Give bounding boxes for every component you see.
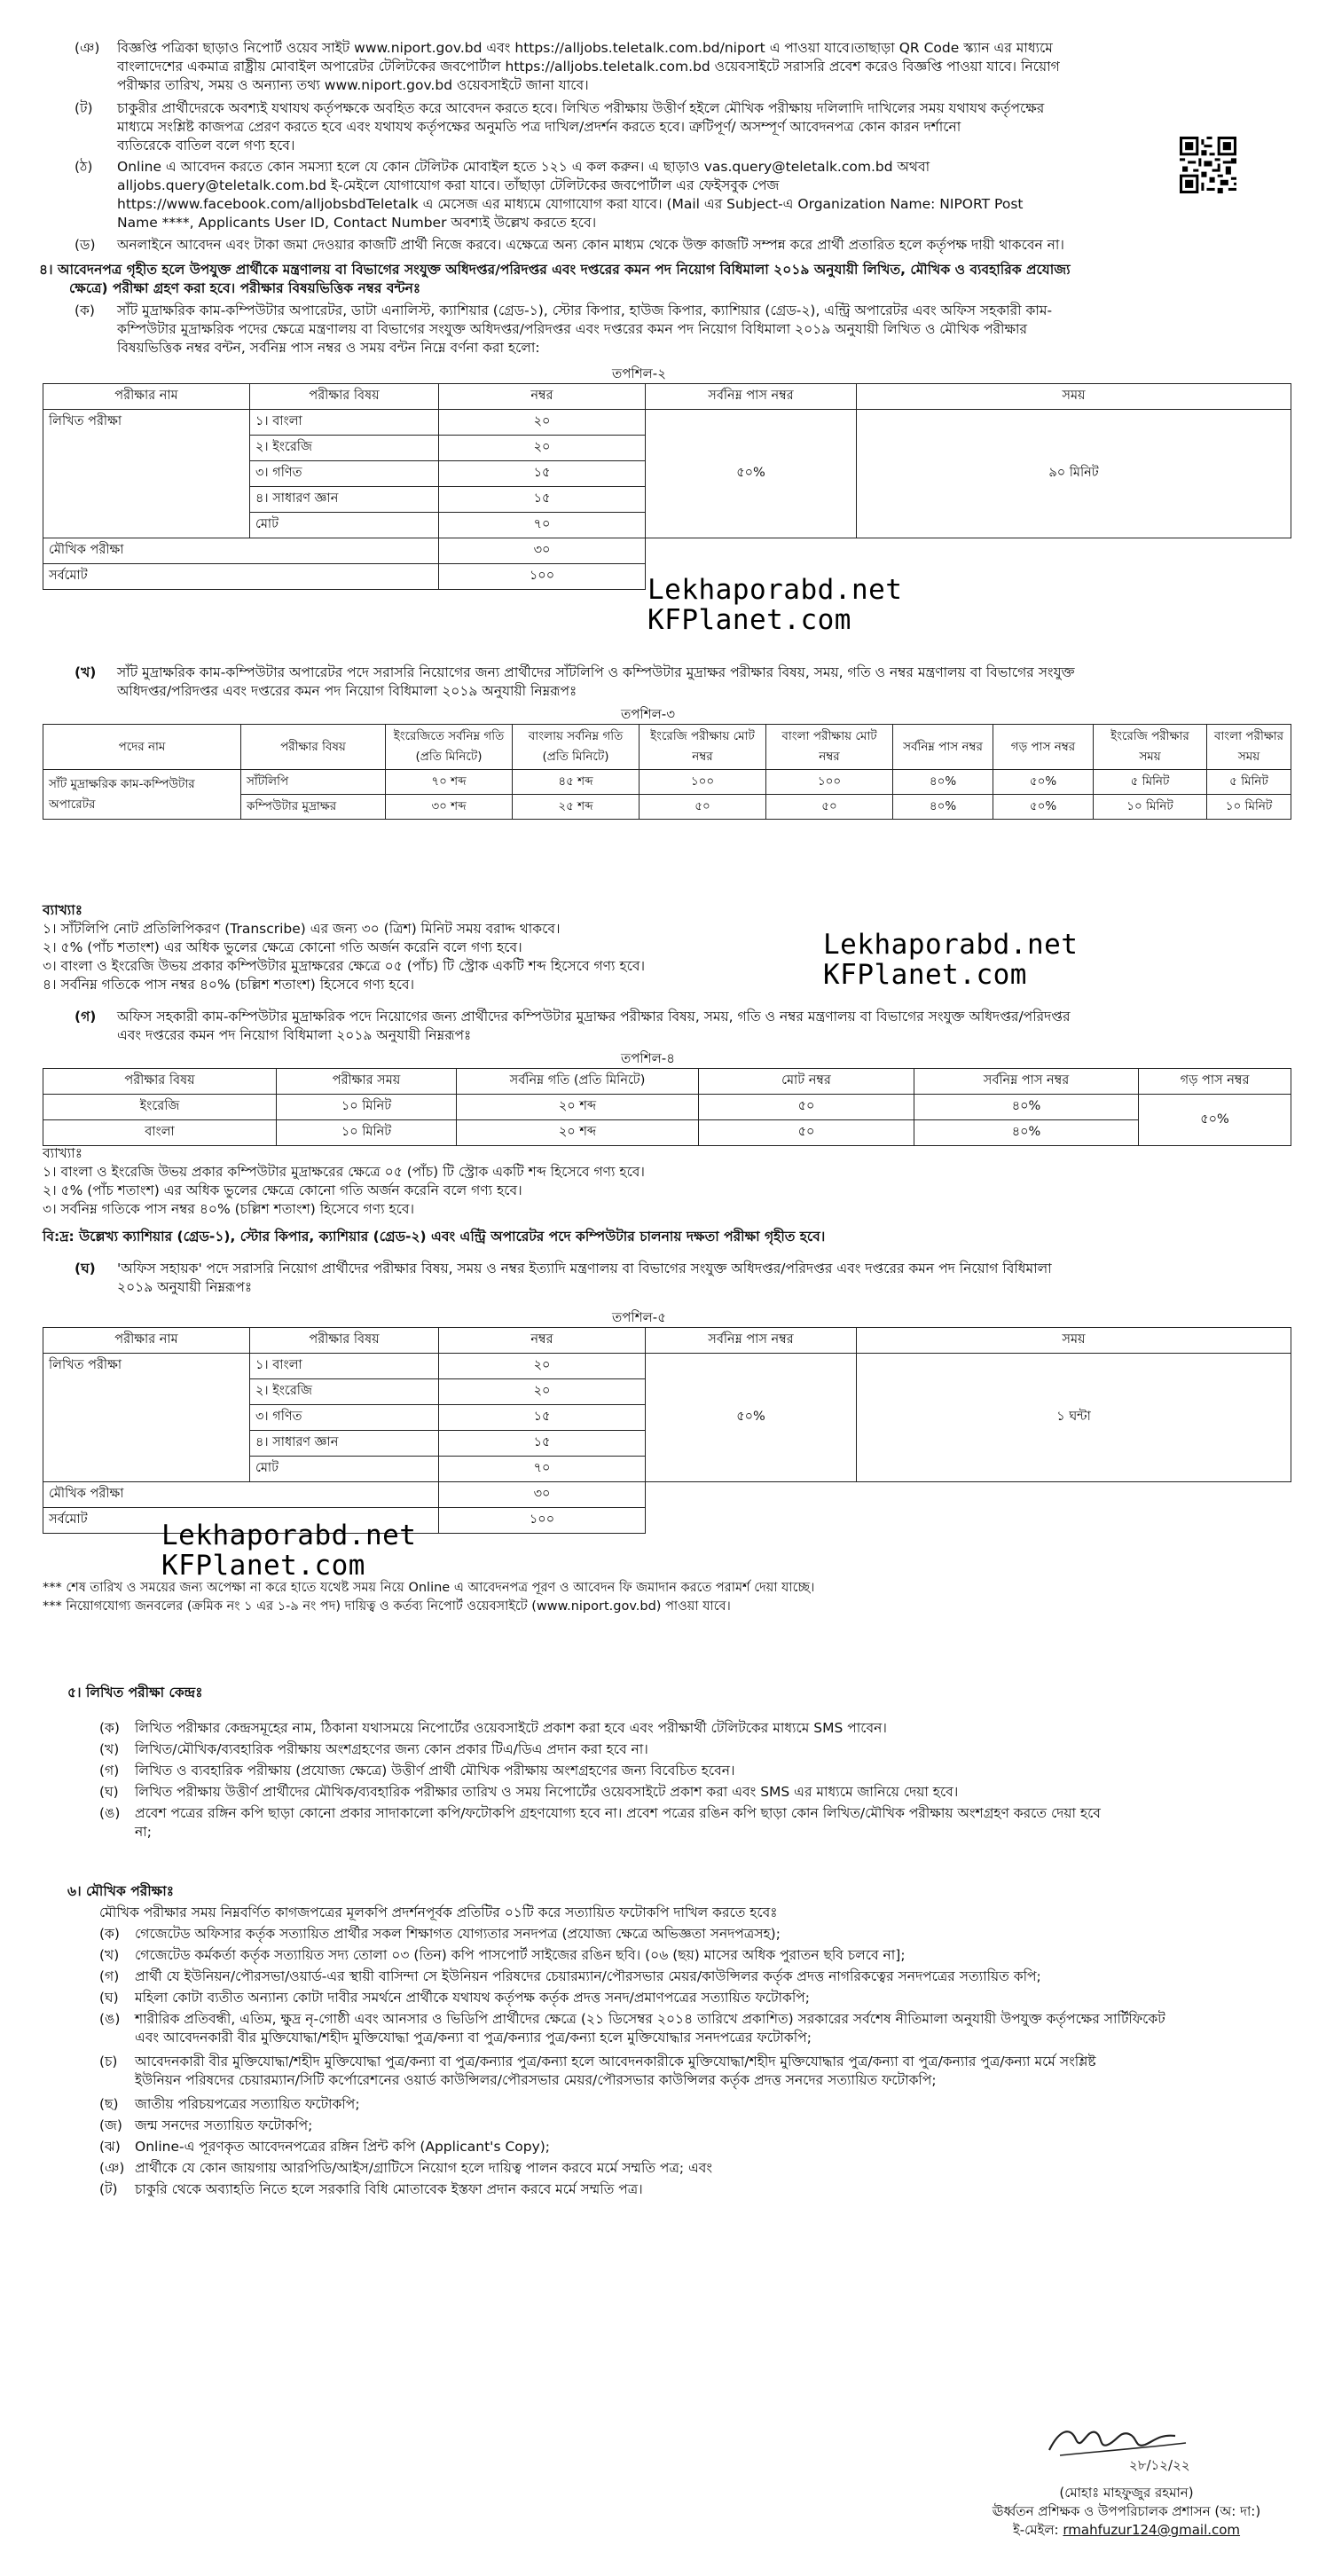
table-cell: ৩০ (439, 538, 646, 564)
table-2 (43, 383, 1291, 590)
header-cell: পরীক্ষার বিষয় (43, 1069, 277, 1095)
list-item (99, 2095, 1297, 2117)
table-cell: ১০ মিনিট (277, 1120, 457, 1146)
table-cell: ১ ঘন্টা (857, 1354, 1291, 1482)
item-text: জন্ম সনদের সত্যায়িত ফটোকপি; (135, 2117, 313, 2133)
table-cell: ৫০ (699, 1095, 914, 1120)
item-marker: (ঘ) (99, 1784, 119, 1800)
table-cell: ২০ (439, 410, 646, 436)
table-cell: ৪০% (914, 1095, 1139, 1120)
table-row (43, 1482, 1291, 1508)
table-cell: ১৫ (439, 1431, 646, 1457)
item-text: লিখিত ও ব্যবহারিক পরীক্ষায় (প্রযোজ্য ক্ষেত্রে) উত্তীর্ণ প্রার্থী মৌখিক পরীক্ষায় অংশগ্রহণের জন্য বিবেচিত হবেন। (135, 1763, 735, 1779)
text-line: বিষয়ভিত্তিক নম্বর বন্টন, সর্বনিম্ন পাস নম্বর ও সময় বন্টন নিম্নে বর্ণনা করা হলো: (117, 340, 540, 356)
header-cell: নম্বর (439, 384, 646, 410)
watermark (161, 1520, 416, 1581)
list-item (99, 2053, 1297, 2095)
signatory-block (931, 2484, 1322, 2540)
text-line: ব্যতিরেকে বাতিল বলে গণ্য হবে। (117, 137, 295, 153)
table-row (43, 538, 1291, 564)
text-line: https://www.facebook.com/alljobsbdTeletalk এ মেসেজ এর মাধ্যমে যোগাযোগ করা যাবে। (Mail এর Subject-এ Organization Name: NIPORT Post (117, 196, 1024, 212)
item-marker: (ঙ) (99, 2011, 121, 2027)
table-caption: তপশিল-৩ (621, 706, 675, 722)
item-text: জাতীয় পরিচয়পত্রের সত্যায়িত ফটোকপি; (135, 2096, 360, 2112)
watermark (647, 575, 902, 635)
header-cell: সর্বনিম্ন পাস নম্বর (646, 1328, 857, 1354)
header-cell: পরীক্ষার বিষয় (250, 384, 439, 410)
section-6-list (99, 1925, 1297, 2202)
signature-image (1042, 2413, 1193, 2475)
table-cell: ১০০ (439, 1508, 646, 1534)
list-item (99, 1804, 1297, 1847)
header-cell: ইংরেজিতে সর্বনিম্ন গতি (প্রতি মিনিটে) (386, 725, 513, 770)
watermark-line: Lekhaporabd.net (647, 574, 903, 606)
item-marker: (ঞ) (75, 40, 100, 56)
item-marker: (চ) (99, 2054, 118, 2069)
table-5 (43, 1327, 1291, 1534)
table-cell: ৫০% (993, 770, 1094, 795)
email-label: ই-মেইল: (1012, 2522, 1059, 2538)
item-marker: (ক) (99, 1926, 120, 1942)
header-cell: গড় পাস নম্বর (993, 725, 1094, 770)
note-line: ১। সাঁটলিপি নোট প্রতিলিপিকরণ (Transcribe) এর জন্য ৩০ (ত্রিশ) মিনিট সময় বরাদ্দ থাকবে। (43, 921, 561, 937)
item-marker: (ছ) (99, 2096, 119, 2112)
list-item (99, 1783, 1297, 1804)
header-cell: বাংলা পরীক্ষায় মোট নম্বর (766, 725, 893, 770)
item-text: লিখিত/মৌখিক/ব্যবহারিক পরীক্ষায় অংশগ্রহণের জন্য কোন প্রকার টিএ/ডিএ প্রদান করা হবে না। (135, 1741, 648, 1757)
watermark-line: KFPlanet.com (161, 1550, 365, 1582)
table-cell: ৩০ (439, 1482, 646, 1508)
table-4 (43, 1068, 1291, 1146)
table-header-row (43, 384, 1291, 410)
table-cell: ৭০ (439, 513, 646, 538)
text-line: ২০১৯ অনুযায়ী নিম্নরূপঃ (117, 1279, 253, 1295)
item-marker: (ঞ) (99, 2160, 125, 2176)
table-cell: ২। ইংরেজি (250, 436, 439, 461)
table-cell: ইংরেজি (43, 1095, 277, 1120)
signatory-name: (মোহাঃ মাহফুজুর রহমান) (1059, 2485, 1194, 2501)
table-3 (43, 724, 1291, 820)
text-line: Online এ আবেদন করতে কোন সমস্যা হলে যে কোন টেলিটক মোবাইল হতে ১২১ এ কল করুন। এ ছাড়াও vas.query@teletalk.com.bd অথবা (117, 159, 930, 175)
table-cell: ২০ (439, 1379, 646, 1405)
table-cell: ৩০ শব্দ (386, 795, 513, 820)
item-marker: (জ) (99, 2117, 122, 2133)
table-cell: মৌখিক পরীক্ষা (43, 538, 439, 564)
list-item (99, 2138, 1297, 2159)
table-cell: ৫০% (993, 795, 1094, 820)
text-line: ক্ষেত্রে) পরীক্ষা গ্রহণ করা হবে। পরীক্ষার বিষয়ভিত্তিক নম্বর বন্টনঃ (69, 280, 421, 296)
item-marker: (ট) (75, 100, 93, 116)
header-cell: পরীক্ষার সময় (277, 1069, 457, 1095)
item-text: চাকুরি থেকে অব্যাহতি নিতে হলে সরকারি বিধি মোতাবেক ইস্তফা প্রদান করবে মর্মে সম্মতি পত্র। (135, 2181, 643, 2197)
table-cell: ৪। সাধারণ জ্ঞান (250, 1431, 439, 1457)
text-line: চাকুরীর প্রার্থীদেরকে অবশ্যই যথাযথ কর্তৃপক্ষকে অবহিত করে আবেদন করতে হবে। লিখিত পরীক্ষায় উত্তীর্ণ হইলে মৌখিক পরীক্ষায় দলিলাদি দাখিলের সময় যথাযথ কর্তৃপক্ষের (117, 100, 1045, 116)
email-link[interactable]: rmahfuzur124@gmail.com (1063, 2522, 1241, 2538)
list-item (99, 1925, 1297, 1946)
text-line: বাংলাদেশের একমাত্র রাষ্ট্রীয় মোবাইল অপারেটর টেলিটকের জবপোর্টাল https://alljobs.teletalk.com.bd ওয়েবসাইটে সরাসরি প্রবেশ করেও বিজ্ঞপ্তি পাওয়া যাবে। নিয়োগ (117, 59, 1060, 75)
table-cell: ২। ইংরেজি (250, 1379, 439, 1405)
table-cell: ২০ শব্দ (457, 1095, 699, 1120)
item-marker: (ক) (75, 302, 95, 318)
table-cell: ১০ মিনিট (1207, 795, 1291, 820)
item-marker: (খ) (99, 1741, 120, 1757)
table-row (43, 1354, 1291, 1379)
section-5-heading: ৫। লিখিত পরীক্ষা কেন্দ্রঃ (67, 1685, 203, 1700)
header-cell: মোট নম্বর (699, 1069, 914, 1095)
table-cell: ৫ মিনিট (1207, 770, 1291, 795)
item-marker: (ঘ) (99, 1990, 119, 2006)
section-5-list (99, 1719, 1297, 1847)
table-cell: ৫০% (1139, 1095, 1291, 1146)
item-text: প্রার্থী যে ইউনিয়ন/পৌরসভা/ওয়ার্ড-এর স্থায়ী বাসিন্দা সে ইউনিয়ন পরিষদের চেয়ারম্যান/পৌরসভার মেয়র/কাউন্সিলর কর্তৃক প্রদত্ত নাগরিকত্বের সনদপত্রের সত্যায়িত কপি; (135, 1968, 1041, 1984)
table-cell: ৫ মিনিট (1094, 770, 1207, 795)
item-marker: (ঠ) (75, 159, 93, 175)
table-cell: ৪৫ শব্দ (513, 770, 640, 795)
signature-date: ২৮/১২/২২ (1129, 2457, 1190, 2473)
watermark-line: KFPlanet.com (647, 604, 851, 636)
item-text: Online-এ পূরণকৃত আবেদনপত্রের রঙ্গিন প্রিন্ট কপি (Applicant's Copy); (135, 2139, 551, 2155)
table-cell: সর্বমোট (43, 1508, 439, 1534)
note-line: ৪। সর্বনিম্ন গতিকে পাস নম্বর ৪০% (চল্লিশ শতাংশ) হিসেবে গণ্য হবে। (43, 977, 415, 993)
text-line: alljobs.query@teletalk.com.bd ই-মেইলে যোগাযোগ করা যাবে। তাঁছাড়া টেলিটকের জবপোর্টাল এর ফেইসবুক পেজ (117, 177, 780, 193)
table-cell: ১৫ (439, 1405, 646, 1431)
text-line: সাঁট মুদ্রাক্ষরিক কাম-কম্পিউটার অপারেটর পদে সরাসরি নিয়োগের জন্য প্রার্থীদের সাঁটলিপি ও কম্পিউটার মুদ্রাক্ষর পরীক্ষার বিষয়, সময়, গতি ও নম্বর মন্ত্রণালয় বা বিভাগের সংযুক্ত (117, 664, 1075, 680)
header-cell: পরীক্ষার বিষয় (250, 1328, 439, 1354)
header-cell: সর্বনিম্ন পাস নম্বর (646, 384, 857, 410)
item-text: মহিলা কোটা ব্যতীত অন্যান্য কোটা দাবীর সমর্থনে প্রার্থীকে যথাযথ কর্তৃপক্ষ কর্তৃক প্রদত্ত সনদ/প্রমাণপত্রের সত্যায়িত ফটোকপি; (135, 1990, 811, 2006)
table-cell: কম্পিউটার মুদ্রাক্ষর (241, 795, 386, 820)
note-title: ব্যাখ্যাঃ (43, 902, 83, 918)
header-cell: বাংলায় সর্বনিম্ন গতি (প্রতি মিনিটে) (513, 725, 640, 770)
table-cell: ১০ মিনিট (277, 1095, 457, 1120)
note-title: ব্যাখ্যাঃ (43, 1145, 83, 1161)
item-marker: (ট) (99, 2181, 118, 2197)
table-header-row (43, 1069, 1291, 1095)
list-item (99, 2010, 1297, 2053)
table-row (43, 770, 1291, 795)
table-cell: ৫০ (640, 795, 766, 820)
section-4-heading (39, 261, 1299, 298)
text-line: বিজ্ঞপ্তি পত্রিকা ছাড়াও নিপোর্ট ওয়েব সাইট www.niport.gov.bd এবং https://alljobs.teletalk.com.bd/niport এ পাওয়া যাবে।তাছাড়া QR Code স্ক্যান এর মাধ্যমে (117, 40, 1053, 56)
header-cell: পরীক্ষার নাম (43, 384, 250, 410)
item-text: প্রবেশ পত্রের রঙ্গিন কপি ছাড়া কোনো প্রকার সাদাকালো কপি/ফটোকপি গ্রহণযোগ্য হবে না। প্রবেশ পত্রের রঙিন কপি ছাড়া কোন লিখিত/মৌখিক পরীক্ষায় অংশগ্রহণ করতে দেয়া হবে (135, 1805, 1101, 1821)
table-cell: ৭০ (439, 1457, 646, 1482)
table-cell: ১। বাংলা (250, 1354, 439, 1379)
list-item (99, 2159, 1297, 2180)
special-note: বি:দ্র: উল্লেখ্য ক্যাশিয়ার (গ্রেড-১), স্টোর কিপার, ক্যাশিয়ার (গ্রেড-২) এবং এন্ট্রি অপারেটর পদে কম্পিউটার চালনায় দক্ষতা পরীক্ষা গৃহীত হবে। (43, 1229, 826, 1245)
item-marker: (খ) (99, 1947, 120, 1963)
text-line: অনলাইনে আবেদন এবং টাকা জমা দেওয়ার কাজটি প্রার্থী নিজে করবে। এক্ষেত্রে অন্য কোন মাধ্যম থেকে উক্ত কাজটি সম্পন্ন করে প্রার্থী প্রতারিত হলে কর্তৃপক্ষ দায়ী থাকবেন না। (117, 237, 1064, 253)
item-marker: (গ) (99, 1763, 120, 1779)
note-2 (43, 1144, 930, 1219)
header-cell: সময় (857, 1328, 1291, 1354)
text-line: সাঁট মুদ্রাক্ষরিক কাম-কম্পিউটার অপারেটর, ডাটা এনালিস্ট, ক্যাশিয়ার (গ্রেড-১), স্টোর কিপার, হাউজ কিপার, ক্যাশিয়ার (গ্রেড-২), এন্ট্রি অপারেটর এবং অফিস সহকারী কাম- (117, 302, 1053, 318)
item-text: লিখিত পরীক্ষায় উত্তীর্ণ প্রার্থীদের মৌখিক/ব্যবহারিক পরীক্ষার তারিখ ও সময় নিপোর্টের ওয়েবসাইটে প্রকাশ করা এবং SMS এর মাধ্যমে জানিয়ে দেয়া হবে। (135, 1784, 959, 1800)
signatory-designation: ঊর্ধ্বতন প্রশিক্ষক ও উপপরিচালক প্রশাসন (অ: দা:) (992, 2503, 1261, 2519)
table-cell: ৩। গণিত (250, 1405, 439, 1431)
text-line: অফিস সহকারী কাম-কম্পিউটার মুদ্রাক্ষরিক পদে নিয়োগের জন্য প্রার্থীদের কম্পিউটার মুদ্রাক্ষর পরীক্ষার বিষয়, সময়, গতি ও নম্বর মন্ত্রণালয় বা বিভাগের সংযুক্ত অধিদপ্তর/পরিদপ্তর (117, 1009, 1071, 1025)
header-cell: ইংরেজি পরীক্ষার সময় (1094, 725, 1207, 770)
table-cell: ২০ (439, 1354, 646, 1379)
list-item (99, 1762, 1297, 1783)
header-cell: গড় পাস নম্বর (1139, 1069, 1291, 1095)
table-cell: ৩। গণিত (250, 461, 439, 487)
watermark (823, 930, 1078, 990)
list-item (99, 2180, 1297, 2202)
table-cell: ৪০% (893, 795, 993, 820)
table-caption: তপশিল-২ (612, 365, 666, 381)
note-line: ১। বাংলা ও ইংরেজি উভয় প্রকার কম্পিউটার মুদ্রাক্ষরের ক্ষেত্রে ০৫ (পাঁচ) টি স্ট্রোক একটি শব্দ হিসেবে গণ্য হবে। (43, 1164, 645, 1180)
footnote-line: *** শেষ তারিখ ও সময়ের জন্য অপেক্ষা না করে হাতে যথেষ্ট সময় নিয়ে Online এ আবেদনপত্র পূরণ ও আবেদন ফি জমাদান করতে পরামর্শ দেয়া যাচ্ছে। (43, 1581, 815, 1595)
item-text: গেজেটেড অফিসার কর্তৃক সত্যায়িত প্রার্থীর সকল শিক্ষাগত যোগ্যতার সনদপত্র (প্রযোজ্য ক্ষেত্রে অভিজ্ঞতা সনদপত্রসহ); (135, 1926, 781, 1942)
watermark-line: Lekhaporabd.net (823, 929, 1079, 961)
text-line: অধিদপ্তর/পরিদপ্তর এবং দপ্তরের কমন পদ নিয়োগ বিধিমালা ২০১৯ অনুযায়ী নিম্নরূপঃ (117, 683, 577, 699)
header-cell: বাংলা পরীক্ষার সময় (1207, 725, 1291, 770)
header-cell: সময় (857, 384, 1291, 410)
text-line: কম্পিউটার মুদ্রাক্ষরিক পদের ক্ষেত্রে মন্ত্রণালয় বা বিভাগের সংযুক্ত অধিদপ্তর/পরিদপ্তর এবং দপ্তরের কমন পদ নিয়োগ বিধিমালা ২০১৯ অনুযায়ী লিখিত ও মৌখিক পরীক্ষার (117, 321, 1028, 337)
item-marker: (গ) (75, 1009, 97, 1025)
table-cell: ২০ (439, 436, 646, 461)
item-marker: (ঘ) (75, 1261, 96, 1276)
header-cell: সর্বনিম্ন পাস নম্বর (914, 1069, 1139, 1095)
table-cell: মোট (250, 513, 439, 538)
list-item (99, 2117, 1297, 2138)
text-line: Name ****, Applicants User ID, Contact Number অবশ্যই উল্লেখ করতে হবে। (117, 215, 597, 231)
list-item (99, 1740, 1297, 1762)
table-cell: ৪। সাধারণ জ্ঞান (250, 487, 439, 513)
table-cell: ৪০% (914, 1120, 1139, 1146)
item-text: না; (135, 1824, 152, 1840)
table-cell: ১। বাংলা (250, 410, 439, 436)
table-cell: সাঁটলিপি (241, 770, 386, 795)
footnotes (43, 1579, 1284, 1616)
table-caption: তপশিল-৫ (612, 1309, 666, 1325)
table-cell: ৫০ (766, 795, 893, 820)
table-cell: ২৫ শব্দ (513, 795, 640, 820)
note-line: ২। ৫% (পাঁচ শতাংশ) এর অধিক ভুলের ক্ষেত্রে কোনো গতি অর্জন করেনি বলে গণ্য হবে। (43, 1182, 522, 1198)
text-line: 'অফিস সহায়ক' পদে সরাসরি নিয়োগ প্রার্থীদের পরীক্ষার বিষয়, সময় ও নম্বর ইত্যাদি মন্ত্রণালয় বা বিভাগের সংযুক্ত অধিদপ্তর/পরিদপ্তর এবং দপ্তরের কমন পদ নিয়োগ বিধিমালা (117, 1261, 1052, 1276)
table-cell: সর্বমোট (43, 564, 439, 590)
header-cell: সর্বনিম্ন গতি (প্রতি মিনিটে) (457, 1069, 699, 1095)
header-cell: সর্বনিম্ন পাস নম্বর (893, 725, 993, 770)
list-item (99, 1719, 1297, 1740)
item-text: ইউনিয়ন পরিষদের চেয়ারম্যান/সিটি কর্পোরেশনের ওয়ার্ড কাউন্সিলর/পৌরসভার মেয়র/পৌরসভার কাউন্সিলর কর্তৃক প্রদত্ত সনদের সত্যায়িত ফটোকপি; (135, 2072, 937, 2088)
table-cell: ১০০ (439, 564, 646, 590)
section-6-heading: ৬। মৌখিক পরীক্ষাঃ (67, 1883, 174, 1899)
note-line: ৩। বাংলা ও ইংরেজি উভয় প্রকার কম্পিউটার মুদ্রাক্ষরের ক্ষেত্রে ০৫ (পাঁচ) টি স্ট্রোক একটি শব্দ হিসেবে গণ্য হবে। (43, 958, 645, 974)
table-cell: ১৫ (439, 461, 646, 487)
table-cell: বাংলা (43, 1120, 277, 1146)
table-cell: ১০ মিনিট (1094, 795, 1207, 820)
table-cell: ১০০ (640, 770, 766, 795)
table-cell: ৯০ মিনিট (857, 410, 1291, 538)
signatory-email-line (931, 2521, 1322, 2540)
table-cell: ৫০ (699, 1120, 914, 1146)
table-header-row (43, 725, 1291, 770)
item-marker: (ঝ) (99, 2139, 121, 2155)
table-cell: ২০ শব্দ (457, 1120, 699, 1146)
table-cell: ১০০ (766, 770, 893, 795)
table-cell: ৪০% (893, 770, 993, 795)
table-row (43, 1120, 1291, 1146)
item-marker: (খ) (75, 664, 97, 680)
item-text: গেজেটেড কর্মকর্তা কর্তৃক সত্যায়িত সদ্য তোলা ০৩ (তিন) কপি পাসপোর্ট সাইজের রঙিন ছবি। (০৬ (ছয়) মাসের অধিক পুরাতন ছবি চলবে না]; (135, 1947, 906, 1963)
header-cell: পরীক্ষার নাম (43, 1328, 250, 1354)
text-line: এবং দপ্তরের কমন পদ নিয়োগ বিধিমালা ২০১৯ অনুযায়ী নিম্নরূপঃ (117, 1027, 472, 1043)
table-row (43, 410, 1291, 436)
table-header-row (43, 1328, 1291, 1354)
list-item (99, 1967, 1297, 1989)
table-cell: ৫০% (646, 1354, 857, 1482)
item-text: লিখিত পরীক্ষার কেন্দ্রসমূহের নাম, ঠিকানা যথাসময়ে নিপোর্টের ওয়েবসাইটে প্রকাশ করা হবে এবং পরীক্ষার্থী টেলিটকের মাধ্যমে SMS পাবেন। (135, 1720, 887, 1736)
item-text: প্রার্থীকে যে কোন জায়গায় আরপিডি/আইস/গ্রাটিসে নিয়োগ হলে দায়িত্ব পালন করবে মর্মে সম্মতি পত্র; এবং (135, 2160, 713, 2176)
table-cell: লিখিত পরীক্ষা (43, 1354, 250, 1482)
text-line: মাধ্যমে সংশ্লিষ্ট কাজপত্র প্রেরণ করতে হবে এবং যথাযথ কর্তৃপক্ষের অনুমতি পত্র দাখিল/প্রদর্শন করতে হবে। ত্রুটিপূর্ণ/ অসম্পূর্ণ আবেদনপত্র কোন কারন দর্শানো (117, 119, 961, 135)
item-text: শারীরিক প্রতিবন্ধী, এতিম, ক্ষুদ্র নৃ-গোষ্ঠী এবং আনসার ও ভিডিপি প্রার্থীদের ক্ষেত্রে (২১ ডিসেম্বর ২০১৪ তারিখে প্রকাশিত) সরকারের সর্বশেষ নীতিমালা অনুযায়ী উপযুক্ত কর্তৃপক্ষের সার্টিফিকেট (135, 2011, 1165, 2027)
text-line: পরীক্ষার তারিখ, সময় ও অন্যান্য তথ্য www.niport.gov.bd ওয়েবসাইটে জানা যাবে। (117, 77, 589, 93)
table-cell: ১৫ (439, 487, 646, 513)
table-cell: মৌখিক পরীক্ষা (43, 1482, 439, 1508)
note-line: ২। ৫% (পাঁচ শতাংশ) এর অধিক ভুলের ক্ষেত্রে কোনো গতি অর্জন করেনি বলে গণ্য হবে। (43, 939, 522, 955)
table-cell: লিখিত পরীক্ষা (43, 410, 250, 538)
text-line: ৪। আবেদনপত্র গৃহীত হলে উপযুক্ত প্রার্থীকে মন্ত্রণালয় বা বিভাগের সংযুক্ত অধিদপ্তর/পরিদপ্তর এবং দপ্তরের কমন পদ নিয়োগ বিধিমালা ২০১৯ অনুযায়ী লিখিত, মৌখিক ও ব্যবহারিক প্রযোজ্য (39, 262, 1071, 278)
table-caption: তপশিল-৪ (621, 1050, 675, 1066)
table-cell: ৫০% (646, 410, 857, 538)
watermark-line: Lekhaporabd.net (161, 1520, 417, 1551)
item-text: আবেদনকারী বীর মুক্তিযোদ্ধা/শহীদ মুক্তিযোদ্ধা পুত্র/কন্যা বা পুত্র/কন্যার পুত্র/কন্যা হলে আবেদনকারীকে মুক্তিযোদ্ধা/শহীদ মুক্তিযোদ্ধার পুত্র/কন্যা বা পুত্র/কন্যার পুত্র/কন্যা মর্মে সংশ্লিষ্ট (135, 2054, 1096, 2069)
table-cell: মোট (250, 1457, 439, 1482)
table-row (43, 1095, 1291, 1120)
note-line: ৩। সর্বনিম্ন গতিকে পাস নম্বর ৪০% (চল্লিশ শতাংশ) হিসেবে গণ্য হবে। (43, 1201, 415, 1217)
section-6-intro: মৌখিক পরীক্ষার সময় নিম্নবর্ণিত কাগজপত্রের মূলকপি প্রদর্শনপূর্বক প্রতিটির ০১টি করে সত্যায়িত ফটোকপি দাখিল করতে হবেঃ (99, 1905, 778, 1920)
header-cell: পদের নাম (43, 725, 241, 770)
note-1 (43, 901, 930, 994)
list-item (99, 1989, 1297, 2010)
watermark-line: KFPlanet.com (823, 959, 1027, 991)
table-cell: ৭০ শব্দ (386, 770, 513, 795)
list-item (99, 1946, 1297, 1967)
item-marker: (ড) (75, 237, 96, 253)
table-cell: সাঁট মুদ্রাক্ষরিক কাম-কম্পিউটার অপারেটর (43, 770, 241, 820)
item-marker: (ক) (99, 1720, 120, 1736)
header-cell: ইংরেজি পরীক্ষায় মোট নম্বর (640, 725, 766, 770)
header-cell: পরীক্ষার বিষয় (241, 725, 386, 770)
footnote-line: *** নিয়োগযোগ্য জনবলের (ক্রমিক নং ১ এর ১-৯ নং পদ) দায়িত্ব ও কর্তব্য নিপোর্ট ওয়েবসাইটে (www.niport.gov.bd) পাওয়া যাবে। (43, 1599, 731, 1614)
header-cell: নম্বর (439, 1328, 646, 1354)
item-text: এবং আবেদনকারী বীর মুক্তিযোদ্ধা/শহীদ মুক্তিযোদ্ধা পুত্র/কন্যা বা পুত্র/কন্যার পুত্র/কন্যা হলে মুক্তিযোদ্ধার সনদপত্রের ফটোকপি; (135, 2030, 812, 2046)
item-marker: (গ) (99, 1968, 120, 1984)
item-marker: (ঙ) (99, 1805, 121, 1821)
